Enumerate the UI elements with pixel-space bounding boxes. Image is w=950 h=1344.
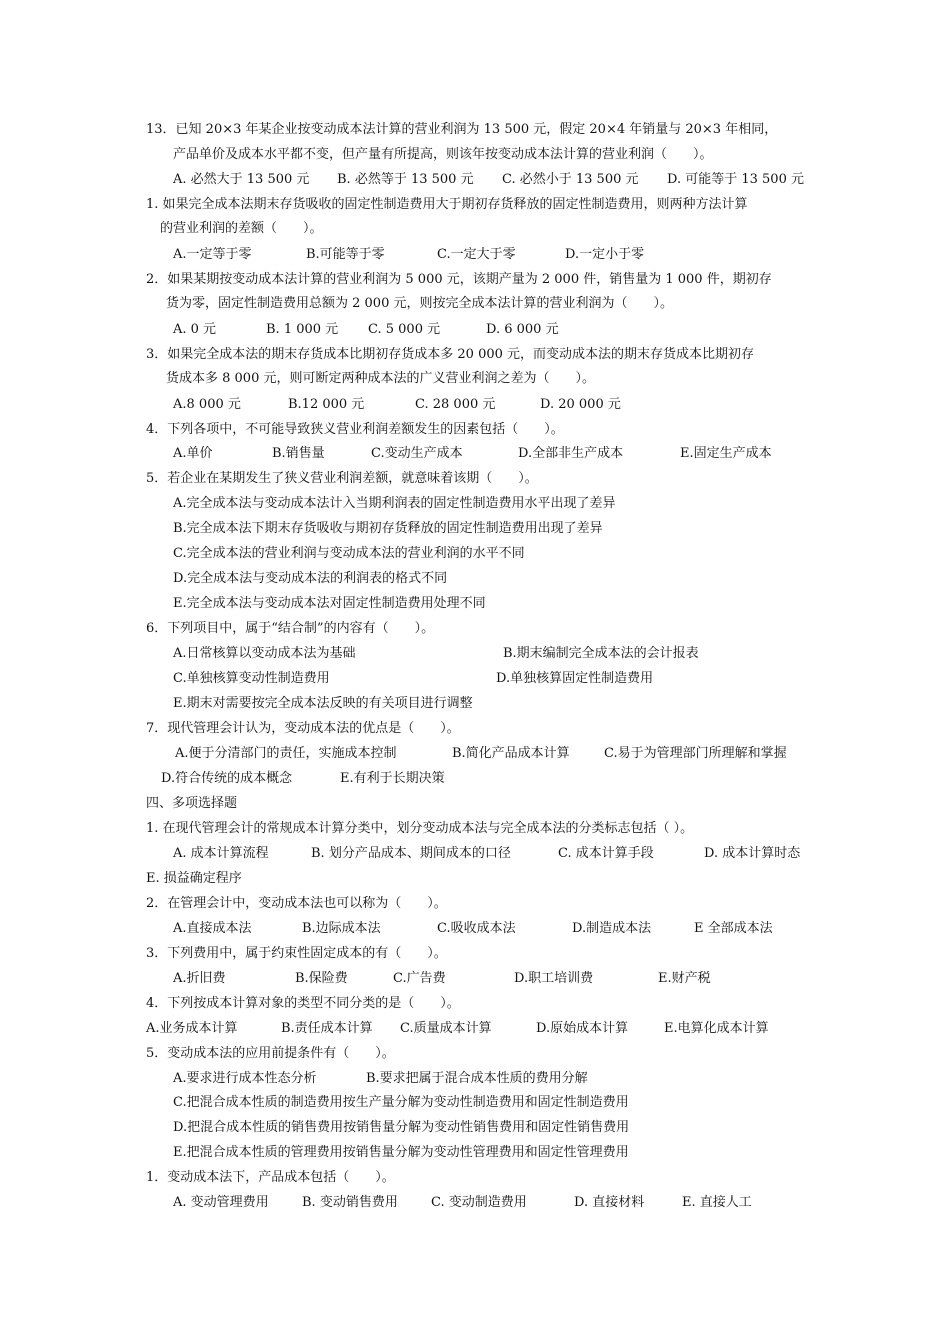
p3-option-b: B.保险费 <box>295 971 348 986</box>
q13-option-d: D. 可能等于 13 500 元 <box>667 172 804 187</box>
s3-stem-line1: 3．如果完全成本法的期末存货成本比期初存货成本多 20 000 元，而变动成本法的期末存货成本比期初存 <box>146 347 755 362</box>
s3-option-a: A.8 000 元 <box>173 397 241 412</box>
p2-stem: 2．在管理会计中，变动成本法也可以称为（ ）。 <box>146 896 447 911</box>
p5-option-b: B.要求把属于混合成本性质的费用分解 <box>366 1071 588 1086</box>
p3-option-d: D.职工培训费 <box>514 971 594 986</box>
p6-option-d: D. 直接材料 <box>574 1195 645 1210</box>
p1-option-a: A. 成本计算流程 <box>173 846 269 861</box>
m4-option-d: D.全部非生产成本 <box>518 446 624 461</box>
p2-option-e: E 全部成本法 <box>694 921 773 936</box>
m4-option-e: E.固定生产成本 <box>680 446 772 461</box>
section-title: 四、多项选择题 <box>146 796 238 811</box>
p5-option-a: A.要求进行成本性态分析 <box>173 1071 317 1086</box>
p4-option-a: A.业务成本计算 <box>146 1021 238 1036</box>
s1-option-a: A.一定等于零 <box>173 247 252 262</box>
m7-option-e: E.有利于长期决策 <box>340 771 445 786</box>
m5-option-e: E.完全成本法与变动成本法对固定性制造费用处理不同 <box>173 596 486 611</box>
p5-option-e: E.把混合成本性质的管理费用按销售量分解为变动性管理费用和固定性管理费用 <box>173 1145 629 1160</box>
p4-option-e: E.电算化成本计算 <box>664 1021 769 1036</box>
p6-option-b: B. 变动销售费用 <box>302 1195 398 1210</box>
m7-option-c: C.易于为管理部门所理解和掌握 <box>604 746 787 761</box>
m5-option-b: B.完全成本法下期末存货吸收与期初存货释放的固定性制造费用出现了差异 <box>173 521 603 536</box>
m6-option-b: B.期末编制完全成本法的会计报表 <box>503 646 699 661</box>
m4-option-b: B.销售量 <box>272 446 325 461</box>
p3-option-c: C.广告费 <box>393 971 446 986</box>
m5-option-d: D.完全成本法与变动成本法的利润表的格式不同 <box>173 571 448 586</box>
s3-option-c: C. 28 000 元 <box>415 397 496 412</box>
p2-option-a: A.直接成本法 <box>173 921 252 936</box>
p6-stem: 1．变动成本法下，产品成本包括（ ）。 <box>146 1170 395 1185</box>
q13-option-b: B. 必然等于 13 500 元 <box>337 172 474 187</box>
p1-option-d: D. 成本计算时态 <box>704 846 801 861</box>
s3-stem-line2: 货成本多 8 000 元，则可断定两种成本法的广义营业利润之差为（ ）。 <box>166 371 595 386</box>
p2-option-d: D.制造成本法 <box>572 921 652 936</box>
p5-stem: 5．变动成本法的应用前提条件有（ ）。 <box>146 1046 395 1061</box>
m5-stem: 5．若企业在某期发生了狭义营业利润差额，就意味着该期（ ）。 <box>146 471 538 486</box>
m7-option-a: A.便于分清部门的责任，实施成本控制 <box>175 746 397 761</box>
q13-stem-line1: 13．已知 20×3 年某企业按变动成本法计算的营业利润为 13 500 元，假定 20×4 年销量与 20×3 年相同， <box>146 122 778 137</box>
m6-stem: 6．下列项目中，属于“结合制”的内容有（ ）。 <box>146 621 435 636</box>
s2-stem-line1: 2．如果某期按变动成本法计算的营业利润为 5 000 元，该期产量为 2 000 件，销售量为 1 000 件，期初存 <box>146 272 772 287</box>
p5-option-d: D.把混合成本性质的销售费用按销售量分解为变动性销售费用和固定性销售费用 <box>173 1120 630 1135</box>
m6-option-c: C.单独核算变动性制造费用 <box>173 671 330 686</box>
p5-option-c: C.把混合成本性质的制造费用按生产量分解为变动性制造费用和固定性制造费用 <box>173 1095 629 1110</box>
p6-option-a: A. 变动管理费用 <box>173 1195 269 1210</box>
p6-option-e: E. 直接人工 <box>682 1195 752 1210</box>
p2-option-b: B.边际成本法 <box>302 921 381 936</box>
s1-option-d: D.一定小于零 <box>565 247 645 262</box>
m7-option-b: B.简化产品成本计算 <box>452 746 570 761</box>
m6-option-d: D.单独核算固定性制造费用 <box>496 671 654 686</box>
p4-option-d: D.原始成本计算 <box>536 1021 629 1036</box>
p4-option-b: B.责任成本计算 <box>281 1021 373 1036</box>
s1-stem-line1: 1. 如果完全成本法期末存货吸收的固定性制造费用大于期初存货释放的固定性制造费用，则两种方法计算 <box>146 197 748 212</box>
m6-option-e: E.期末对需要按完全成本法反映的有关项目进行调整 <box>173 696 473 711</box>
p1-option-c: C. 成本计算手段 <box>558 846 654 861</box>
m7-option-d: D.符合传统的成本概念 <box>161 771 293 786</box>
s2-option-c: C. 5 000 元 <box>368 322 441 337</box>
q13-option-a: A. 必然大于 13 500 元 <box>173 172 310 187</box>
m4-option-a: A.单价 <box>173 446 213 461</box>
m4-option-c: C.变动生产成本 <box>371 446 463 461</box>
q13-stem-line2: 产品单价及成本水平都不变，但产量有所提高，则该年按变动成本法计算的营业利润（ ）。 <box>173 147 713 162</box>
p3-option-e: E.财产税 <box>658 971 711 986</box>
p2-option-c: C.吸收成本法 <box>437 921 516 936</box>
s1-option-b: B.可能等于零 <box>306 247 385 262</box>
m5-option-a: A.完全成本法与变动成本法计入当期利润表的固定性制造费用水平出现了差异 <box>173 496 616 511</box>
p1-option-e: E. 损益确定程序 <box>146 871 242 886</box>
s3-option-b: B.12 000 元 <box>288 397 365 412</box>
s2-option-a: A. 0 元 <box>173 322 217 337</box>
p1-stem: 1. 在现代管理会计的常规成本计算分类中，划分变动成本法与完全成本法的分类标志包括（ ）。 <box>146 821 694 836</box>
p3-stem: 3．下列费用中，属于约束性固定成本的有（ ）。 <box>146 946 447 961</box>
m5-option-c: C.完全成本法的营业利润与变动成本法的营业利润的水平不同 <box>173 546 525 561</box>
p4-option-c: C.质量成本计算 <box>400 1021 492 1036</box>
s2-option-b: B. 1 000 元 <box>266 322 339 337</box>
p3-option-a: A.折旧费 <box>173 971 226 986</box>
p4-stem: 4．下列按成本计算对象的类型不同分类的是（ ）。 <box>146 996 460 1011</box>
s2-stem-line2: 货为零，固定性制造费用总额为 2 000 元，则按完全成本法计算的营业利润为（ ）。 <box>166 296 673 311</box>
m6-option-a: A.日常核算以变动成本法为基础 <box>173 646 356 661</box>
s2-option-d: D. 6 000 元 <box>486 322 559 337</box>
q13-option-c: C. 必然小于 13 500 元 <box>502 172 639 187</box>
m7-stem: 7．现代管理会计认为，变动成本法的优点是（ ）。 <box>146 721 460 736</box>
s1-option-c: C.一定大于零 <box>437 247 516 262</box>
s3-option-d: D. 20 000 元 <box>540 397 621 412</box>
p1-option-b: B. 划分产品成本、期间成本的口径 <box>311 846 511 861</box>
p6-option-c: C. 变动制造费用 <box>431 1195 527 1210</box>
s1-stem-line2: 的营业利润的差额（ ）。 <box>160 221 323 236</box>
m4-stem: 4．下列各项中，不可能导致狭义营业利润差额发生的因素包括（ ）。 <box>146 422 564 437</box>
